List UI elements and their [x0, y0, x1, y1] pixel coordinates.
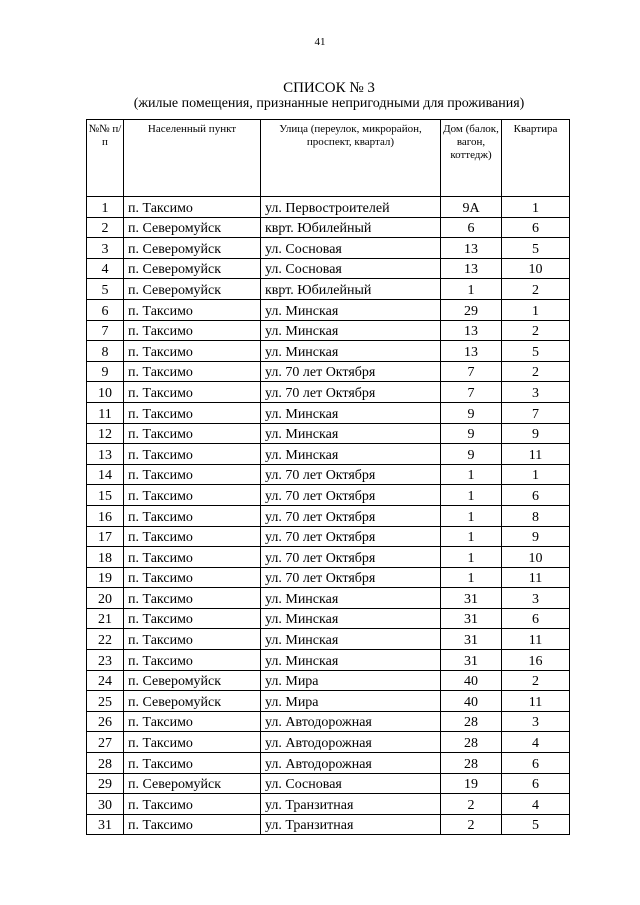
table-row: [87, 197, 570, 218]
header-house: Дом (балок, вагон, коттедж): [441, 120, 502, 197]
cell-street: ул. 70 лет Октября: [261, 485, 441, 506]
cell-place: п. Северомуйск: [124, 217, 261, 238]
cell-num: 26: [87, 711, 124, 732]
cell-num: 24: [87, 670, 124, 691]
cell-place: п. Таксимо: [124, 629, 261, 650]
cell-street: ул. Мира: [261, 670, 441, 691]
cell-place: п. Таксимо: [124, 526, 261, 547]
cell-apartment: 5: [502, 814, 570, 835]
cell-street: ул. Минская: [261, 444, 441, 465]
cell-apartment: 16: [502, 650, 570, 671]
cell-house: 40: [441, 670, 502, 691]
table-row: [87, 320, 570, 341]
cell-apartment: 2: [502, 279, 570, 300]
cell-place: п. Таксимо: [124, 320, 261, 341]
cell-house: 6: [441, 217, 502, 238]
cell-num: 16: [87, 505, 124, 526]
cell-num: 6: [87, 299, 124, 320]
cell-house: 31: [441, 650, 502, 671]
cell-num: 19: [87, 567, 124, 588]
cell-num: 5: [87, 279, 124, 300]
cell-num: 31: [87, 814, 124, 835]
cell-num: 11: [87, 402, 124, 423]
cell-place: п. Северомуйск: [124, 279, 261, 300]
cell-num: 13: [87, 444, 124, 465]
cell-apartment: 6: [502, 753, 570, 774]
cell-place: п. Северомуйск: [124, 258, 261, 279]
cell-house: 13: [441, 238, 502, 259]
table-row: [87, 567, 570, 588]
cell-street: ул. Минская: [261, 341, 441, 362]
cell-apartment: 6: [502, 773, 570, 794]
cell-apartment: 10: [502, 547, 570, 568]
cell-apartment: 1: [502, 299, 570, 320]
cell-house: 1: [441, 547, 502, 568]
document-subtitle: (жилые помещения, признанные непригодными для проживания): [133, 96, 525, 111]
cell-num: 15: [87, 485, 124, 506]
table-row: [87, 382, 570, 403]
cell-house: 2: [441, 794, 502, 815]
cell-apartment: 3: [502, 588, 570, 609]
cell-place: п. Таксимо: [124, 794, 261, 815]
cell-street: кврт. Юбилейный: [261, 279, 441, 300]
cell-house: 9: [441, 402, 502, 423]
cell-place: п. Таксимо: [124, 753, 261, 774]
cell-street: ул. 70 лет Октября: [261, 464, 441, 485]
cell-house: 29: [441, 299, 502, 320]
table-row: [87, 814, 570, 835]
cell-street: ул. Первостроителей: [261, 197, 441, 218]
cell-apartment: 1: [502, 464, 570, 485]
cell-house: 40: [441, 691, 502, 712]
cell-street: ул. Сосновая: [261, 238, 441, 259]
table-row: [87, 588, 570, 609]
header-num: №№ п/п: [87, 120, 124, 197]
cell-place: п. Таксимо: [124, 444, 261, 465]
cell-house: 28: [441, 711, 502, 732]
cell-street: ул. Минская: [261, 588, 441, 609]
cell-house: 2: [441, 814, 502, 835]
cell-num: 10: [87, 382, 124, 403]
cell-num: 30: [87, 794, 124, 815]
cell-place: п. Таксимо: [124, 341, 261, 362]
cell-street: ул. 70 лет Октября: [261, 526, 441, 547]
table-row: [87, 670, 570, 691]
housing-table: [86, 119, 570, 835]
cell-num: 17: [87, 526, 124, 547]
cell-num: 8: [87, 341, 124, 362]
cell-house: 7: [441, 382, 502, 403]
cell-apartment: 11: [502, 691, 570, 712]
cell-house: 1: [441, 485, 502, 506]
cell-street: ул. Сосновая: [261, 773, 441, 794]
document-title: СПИСОК № 3: [283, 80, 375, 96]
cell-num: 23: [87, 650, 124, 671]
cell-apartment: 2: [502, 670, 570, 691]
cell-place: п. Таксимо: [124, 732, 261, 753]
cell-house: 7: [441, 361, 502, 382]
cell-street: ул. Транзитная: [261, 814, 441, 835]
cell-apartment: 6: [502, 485, 570, 506]
cell-house: 1: [441, 505, 502, 526]
table-row: [87, 526, 570, 547]
table-row: [87, 711, 570, 732]
cell-apartment: 4: [502, 732, 570, 753]
cell-num: 22: [87, 629, 124, 650]
cell-house: 13: [441, 258, 502, 279]
cell-street: кврт. Юбилейный: [261, 217, 441, 238]
cell-num: 29: [87, 773, 124, 794]
cell-place: п. Таксимо: [124, 485, 261, 506]
table-row: [87, 444, 570, 465]
table-row: [87, 238, 570, 259]
table-row: [87, 773, 570, 794]
table-row: [87, 299, 570, 320]
cell-street: ул. Минская: [261, 423, 441, 444]
table-row: [87, 423, 570, 444]
cell-num: 25: [87, 691, 124, 712]
cell-street: ул. 70 лет Октября: [261, 547, 441, 568]
header-place: Населенный пункт: [124, 120, 261, 197]
table-row: [87, 691, 570, 712]
table-row: [87, 753, 570, 774]
table-row: [87, 402, 570, 423]
cell-place: п. Таксимо: [124, 299, 261, 320]
cell-house: 1: [441, 279, 502, 300]
table-row: [87, 279, 570, 300]
cell-street: ул. 70 лет Октября: [261, 505, 441, 526]
cell-place: п. Таксимо: [124, 505, 261, 526]
cell-num: 3: [87, 238, 124, 259]
cell-place: п. Таксимо: [124, 423, 261, 444]
cell-house: 1: [441, 526, 502, 547]
cell-num: 21: [87, 608, 124, 629]
table-row: [87, 608, 570, 629]
table-row: [87, 341, 570, 362]
cell-apartment: 6: [502, 608, 570, 629]
cell-apartment: 1: [502, 197, 570, 218]
cell-house: 13: [441, 341, 502, 362]
cell-apartment: 5: [502, 238, 570, 259]
cell-apartment: 6: [502, 217, 570, 238]
table-body: [87, 197, 570, 835]
cell-apartment: 10: [502, 258, 570, 279]
header-street: Улица (переулок, микрорайон, проспект, квартал): [261, 120, 441, 197]
cell-house: 1: [441, 567, 502, 588]
table-row: [87, 650, 570, 671]
cell-apartment: 3: [502, 711, 570, 732]
cell-num: 12: [87, 423, 124, 444]
cell-num: 7: [87, 320, 124, 341]
cell-place: п. Таксимо: [124, 711, 261, 732]
table-row: [87, 485, 570, 506]
cell-street: ул. Минская: [261, 650, 441, 671]
cell-street: ул. Автодорожная: [261, 732, 441, 753]
cell-street: ул. Автодорожная: [261, 753, 441, 774]
cell-num: 1: [87, 197, 124, 218]
table-row: [87, 629, 570, 650]
cell-street: ул. Минская: [261, 608, 441, 629]
cell-street: ул. Минская: [261, 299, 441, 320]
cell-apartment: 8: [502, 505, 570, 526]
cell-house: 31: [441, 588, 502, 609]
cell-house: 13: [441, 320, 502, 341]
cell-place: п. Таксимо: [124, 547, 261, 568]
table-header-row: [87, 120, 570, 197]
cell-apartment: 11: [502, 629, 570, 650]
cell-street: ул. 70 лет Октября: [261, 567, 441, 588]
cell-apartment: 5: [502, 341, 570, 362]
cell-place: п. Таксимо: [124, 197, 261, 218]
cell-num: 18: [87, 547, 124, 568]
cell-num: 28: [87, 753, 124, 774]
cell-street: ул. Автодорожная: [261, 711, 441, 732]
cell-house: 19: [441, 773, 502, 794]
cell-place: п. Северомуйск: [124, 670, 261, 691]
cell-house: 28: [441, 753, 502, 774]
cell-street: ул. 70 лет Октября: [261, 382, 441, 403]
cell-apartment: 9: [502, 423, 570, 444]
cell-place: п. Таксимо: [124, 650, 261, 671]
cell-apartment: 11: [502, 567, 570, 588]
table-row: [87, 217, 570, 238]
cell-num: 20: [87, 588, 124, 609]
cell-street: ул. Минская: [261, 402, 441, 423]
cell-place: п. Таксимо: [124, 608, 261, 629]
table-row: [87, 361, 570, 382]
cell-place: п. Таксимо: [124, 464, 261, 485]
cell-house: 31: [441, 608, 502, 629]
cell-house: 1: [441, 464, 502, 485]
page-number: 41: [314, 36, 326, 48]
cell-num: 2: [87, 217, 124, 238]
cell-place: п. Таксимо: [124, 361, 261, 382]
cell-apartment: 7: [502, 402, 570, 423]
cell-place: п. Таксимо: [124, 588, 261, 609]
cell-apartment: 3: [502, 382, 570, 403]
cell-house: 31: [441, 629, 502, 650]
cell-street: ул. Сосновая: [261, 258, 441, 279]
cell-place: п. Таксимо: [124, 402, 261, 423]
cell-house: 9: [441, 444, 502, 465]
cell-num: 4: [87, 258, 124, 279]
cell-place: п. Северомуйск: [124, 238, 261, 259]
cell-street: ул. 70 лет Октября: [261, 361, 441, 382]
table-row: [87, 794, 570, 815]
cell-house: 9: [441, 423, 502, 444]
cell-street: ул. Мира: [261, 691, 441, 712]
cell-street: ул. Минская: [261, 629, 441, 650]
cell-apartment: 4: [502, 794, 570, 815]
cell-apartment: 9: [502, 526, 570, 547]
cell-place: п. Северомуйск: [124, 691, 261, 712]
cell-place: п. Таксимо: [124, 382, 261, 403]
cell-place: п. Таксимо: [124, 814, 261, 835]
table-row: [87, 258, 570, 279]
cell-num: 14: [87, 464, 124, 485]
table-row: [87, 464, 570, 485]
cell-house: 28: [441, 732, 502, 753]
cell-apartment: 11: [502, 444, 570, 465]
header-apartment: Квартира: [502, 120, 570, 197]
cell-place: п. Таксимо: [124, 567, 261, 588]
table-row: [87, 732, 570, 753]
table-row: [87, 505, 570, 526]
table-row: [87, 547, 570, 568]
cell-street: ул. Минская: [261, 320, 441, 341]
cell-apartment: 2: [502, 361, 570, 382]
cell-num: 9: [87, 361, 124, 382]
cell-num: 27: [87, 732, 124, 753]
cell-house: 9А: [441, 197, 502, 218]
cell-place: п. Северомуйск: [124, 773, 261, 794]
cell-street: ул. Транзитная: [261, 794, 441, 815]
cell-apartment: 2: [502, 320, 570, 341]
